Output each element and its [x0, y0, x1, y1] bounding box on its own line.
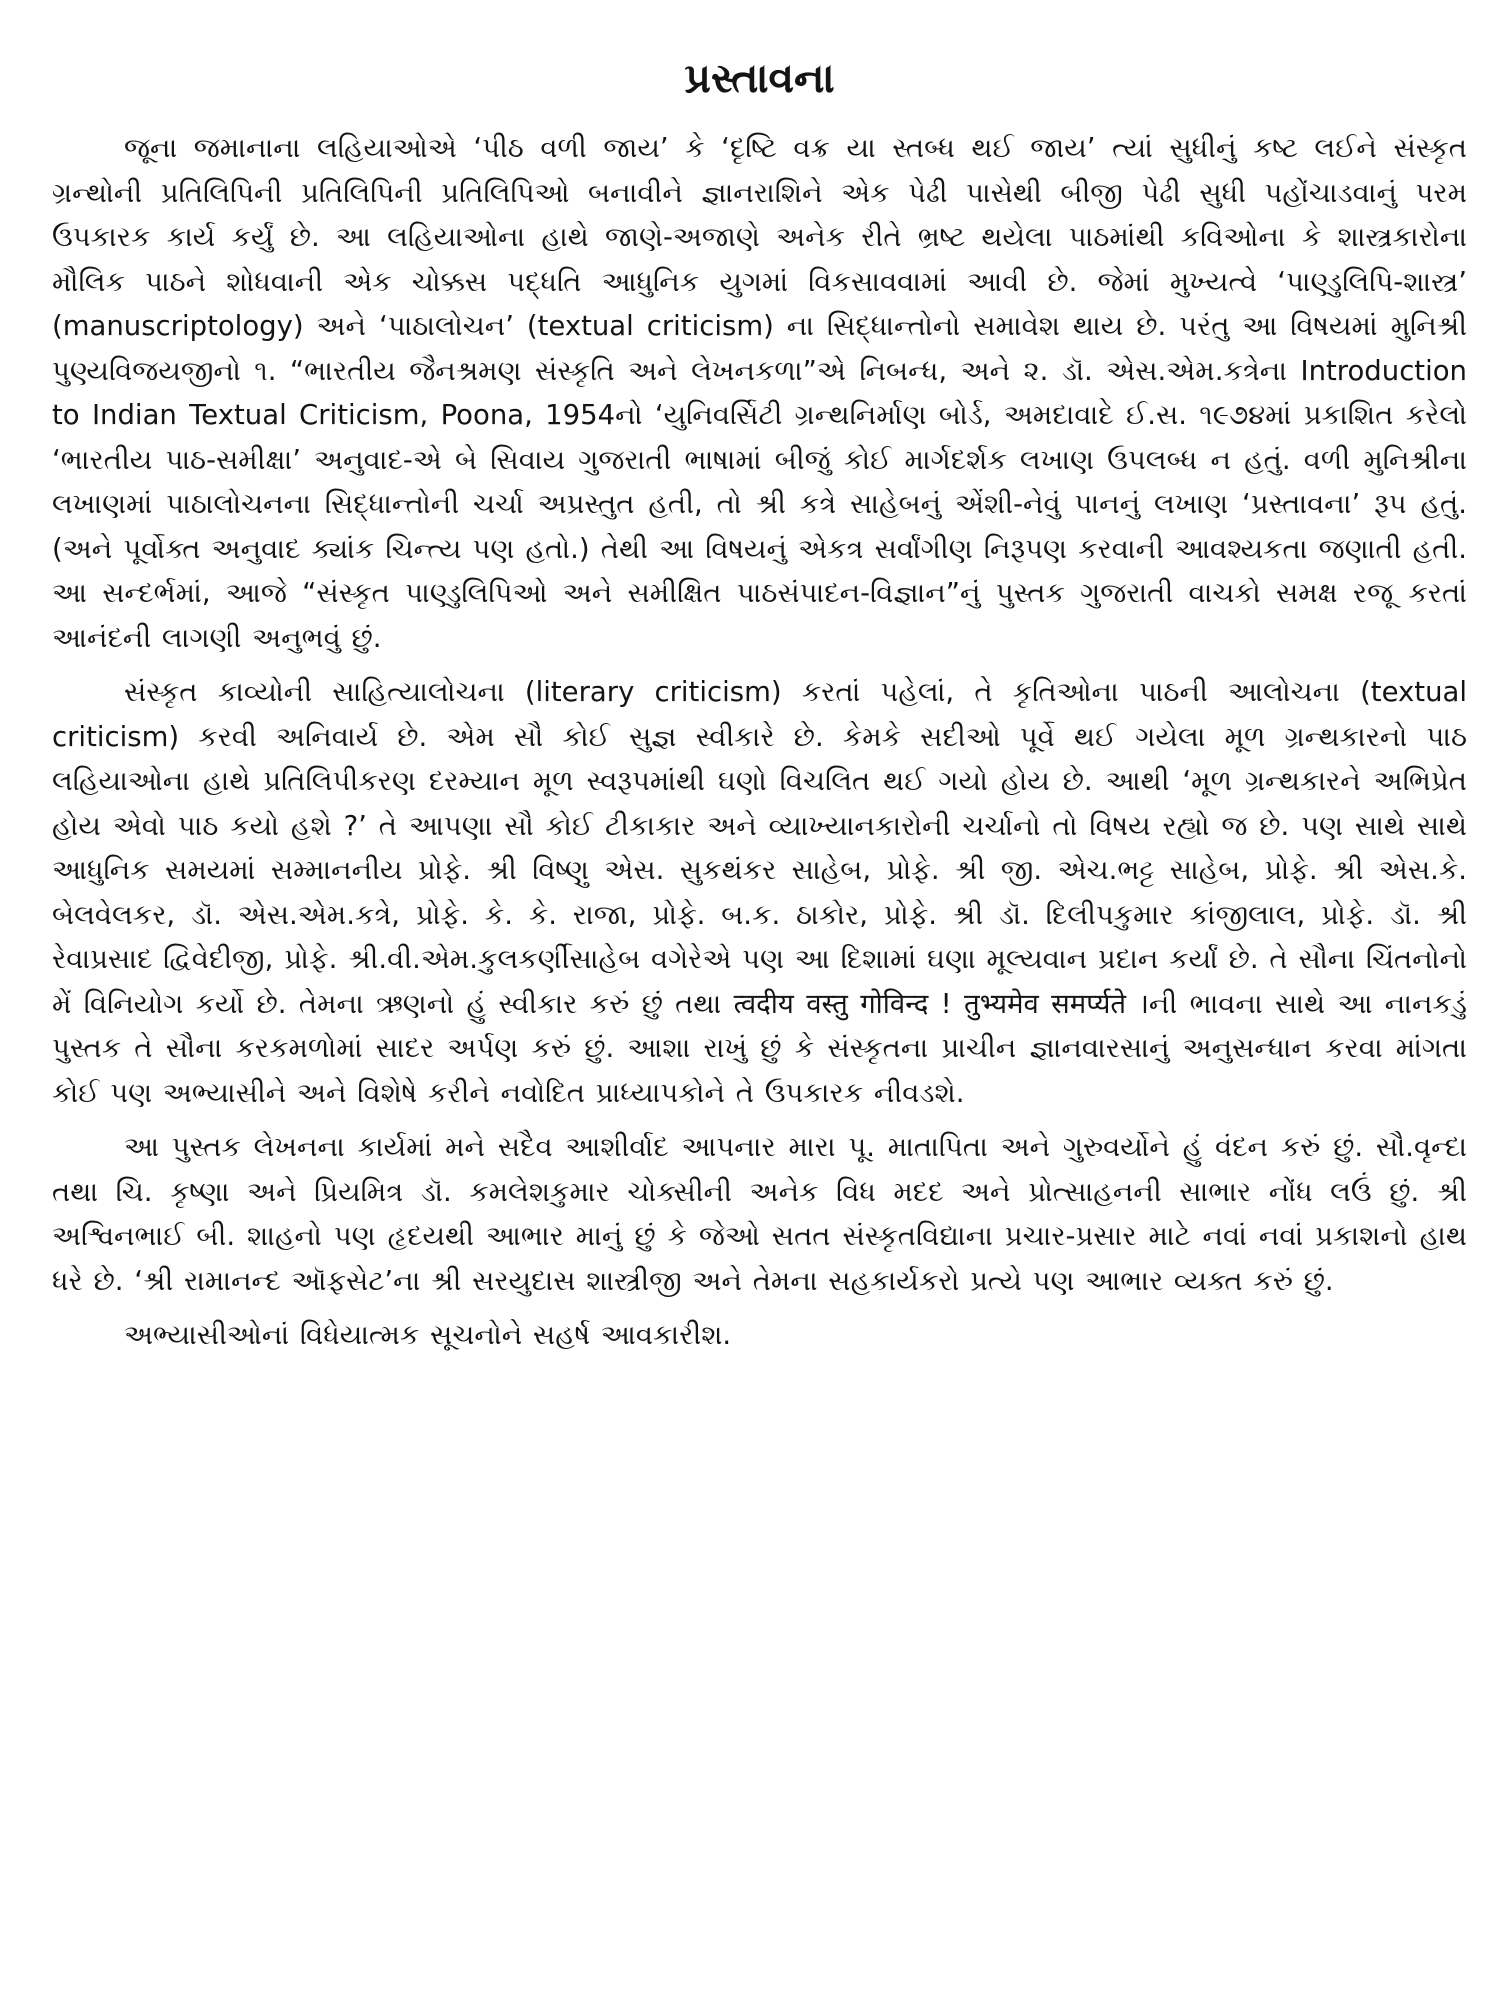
paragraph-intro: જૂના જમાનાના લહિયાઓએ ‘પીઠ વળી જાય’ કે ‘દૃષ્ટિ વક્ર યા સ્તબ્ધ થઈ જાય’ ત્યાં સુધીનું કષ્ટ લઈને સંસ્કૃત ગ્રન્થોની પ્રતિલિપિની પ્રતિલિપિની પ્રતિલિપિઓ બનાવીને જ્ઞાનરાશિને એક પેઢી પાસેથી બીજી પેઢી સુધી પહોંચાડવાનું પરમ ઉપકારક કાર્ય કર્યું છે. આ લહિયાઓના હાથે જાણે-અજાણે અનેક રીતે ભ્રષ્ટ થયેલા પાઠમાંથી કવિઓના કે શાસ્ત્રકારોના મૌલિક પાઠને શોધવાની એક ચોક્કસ પદ્ધતિ આધુનિક યુગમાં વિકસાવવામાં આવી છે. જેમાં મુખ્યત્વે ‘પાણ્ડુલિપિ-શાસ્ત્ર’ (manuscriptology) અને ‘પાઠાલોચન’ (textual criticism) ના સિદ્ધાન્તોનો સમાવેશ થાય છે. પરંતુ આ વિષયમાં મુનિશ્રી પુણ્યવિજયજીનો ૧. “ભારતીય જૈનશ્રમણ સંસ્કૃતિ અને લેખનકળા”એ નિબન્ધ, અને ૨. ડૉ. એસ.એમ.કત્રેના Introduction to Indian Textual Criticism, Poona, 1954નો ‘યુનિવર્સિટી ગ્રન્થનિર્માણ બોર્ડ, અમદાવાદે ઈ.સ. ૧૯૭૪માં પ્રકાશિત કરેલો ‘ભારતીય પાઠ-સમીક્ષા’ અનુવાદ-એ બે સિવાય ગુજરાતી ભાષામાં બીજું કોઈ માર્ગદર્શક લખાણ ઉપલબ્ધ ન હતું. વળી મુનિશ્રીના લખાણમાં પાઠાલોચનના સિદ્ધાન્તોની ચર્ચા અપ્રસ્તુત હતી, તો શ્રી કત્રે સાહેબનું એંશી-નેવું પાનનું લખાણ ‘પ્રસ્તાવના’ રૂપ હતું. (અને પૂર્વોક્ત અનુવાદ ક્યાંક ચિન્ત્ય પણ હતો.) તેથી આ વિષયનું એકત્ર સર્વાંગીણ નિરૂપણ કરવાની આવશ્યકતા જણાતી હતી. આ સન્દર્ભમાં, આજે “સંસ્કૃત પાણ્ડુલિપિઓ અને સમીક્ષિત પાઠસંપાદન-વિજ્ઞાન”નું પુસ્તક ગુજરાતી વાચકો સમક્ષ રજૂ કરતાં આનંદની લાગણી અનુભવું છું.	[52, 132, 1467, 654]
page-title: પ્રસ્તાવના	[684, 54, 835, 102]
document-page	[52, 48, 1467, 1968]
paragraph-textual-criticism: સંસ્કૃત કાવ્યોની સાહિત્યાલોચના (literary criticism) કરતાં પહેલાં, તે કૃતિઓના પાઠની આલોચના (textual criticism) કરવી અનિવાર્ય છે. એમ સૌ કોઈ સુજ્ઞ સ્વીકારે છે. કેમકે સદીઓ પૂર્વે થઈ ગયેલા મૂળ ગ્રન્થકારનો પાઠ લહિયાઓના હાથે પ્રતિલિપીકરણ દરમ્યાન મૂળ સ્વરૂપમાંથી ઘણો વિચલિત થઈ ગયો હોય છે. આથી ‘મૂળ ગ્રન્થકારને અભિપ્રેત હોય એવો પાઠ કયો હશે ?’ તે આપણા સૌ કોઈ ટીકાકાર અને વ્યાખ્યાનકારોની ચર્ચાનો તો વિષય રહ્યો જ છે. પણ સાથે સાથે આધુનિક સમયમાં સમ્માનનીય પ્રોફે. શ્રી વિષ્ણુ એસ. સુકથંકર સાહેબ, પ્રોફે. શ્રી જી. એચ.ભટ્ટ સાહેબ, પ્રોફે. શ્રી એસ.કે. બેલવેલકર, ડૉ. એસ.એમ.કત્રે, પ્રોફે. કે. કે. રાજા, પ્રોફે. બ.ક. ઠાકોર, પ્રોફે. શ્રી ડૉ. દિલીપકુમાર કાંજીલાલ, પ્રોફે. ડૉ. શ્રી રેવાપ્રસાદ દ્વિવેદીજી, પ્રોફે. શ્રી.વી.એમ.કુલકર્ણીસાહેબ વગેરેએ પણ આ દિશામાં ઘણા મૂલ્યવાન પ્રદાન કર્યાં છે. તે સૌના ચિંતનોનો મેં વિનિયોગ કર્યો છે. તેમના ઋણનો હું સ્વીકાર કરું છું તથા त्वदीय वस्तु गोविन्द ! तुभ्यमेव समर्प्यते ।ની ભાવના સાથે આ નાનકડું પુસ્તક તે સૌના કરકમળોમાં સાદર અર્પણ કરું છું. આશા રાખું છું કે સંસ્કૃતના પ્રાચીન જ્ઞાનવારસાનું અનુસન્ધાન કરવા માંગતા કોઈ પણ અભ્યાસીને અને વિશેષે કરીને નવોદિત પ્રાધ્યાપકોને તે ઉપકારક નીવડશે.	[52, 676, 1467, 1109]
paragraph-acknowledgements: આ પુસ્તક લેખનના કાર્યમાં મને સદૈવ આશીર્વાદ આપનાર મારા પૂ. માતાપિતા અને ગુરુવર્યોને હું વંદન કરું છું. સૌ.વૃન્દા તથા ચિ. કૃષ્ણા અને પ્રિયમિત્ર ડૉ. કમલેશકુમાર ચોક્સીની અનેક વિધ મદદ અને પ્રોત્સાહનની સાભાર નોંધ લઉં છું. શ્રી અશ્વિનભાઈ બી. શાહનો પણ હૃદયથી આભાર માનું છું કે જેઓ સતત સંસ્કૃતવિદ્યાના પ્રચાર-પ્રસાર માટે નવાં નવાં પ્રકાશનો હાથ ધરે છે. ‘શ્રી રામાનન્દ ઑફસેટ’ના શ્રી સરયુદાસ શાસ્ત્રીજી અને તેમના સહકાર્યકરો પ્રત્યે પણ આભાર વ્યક્ત કરું છું.	[52, 1131, 1467, 1297]
paragraph-closing: અભ્યાસીઓનાં વિધેયાત્મક સૂચનોને સહર્ષ આવકારીશ.	[124, 1319, 732, 1351]
